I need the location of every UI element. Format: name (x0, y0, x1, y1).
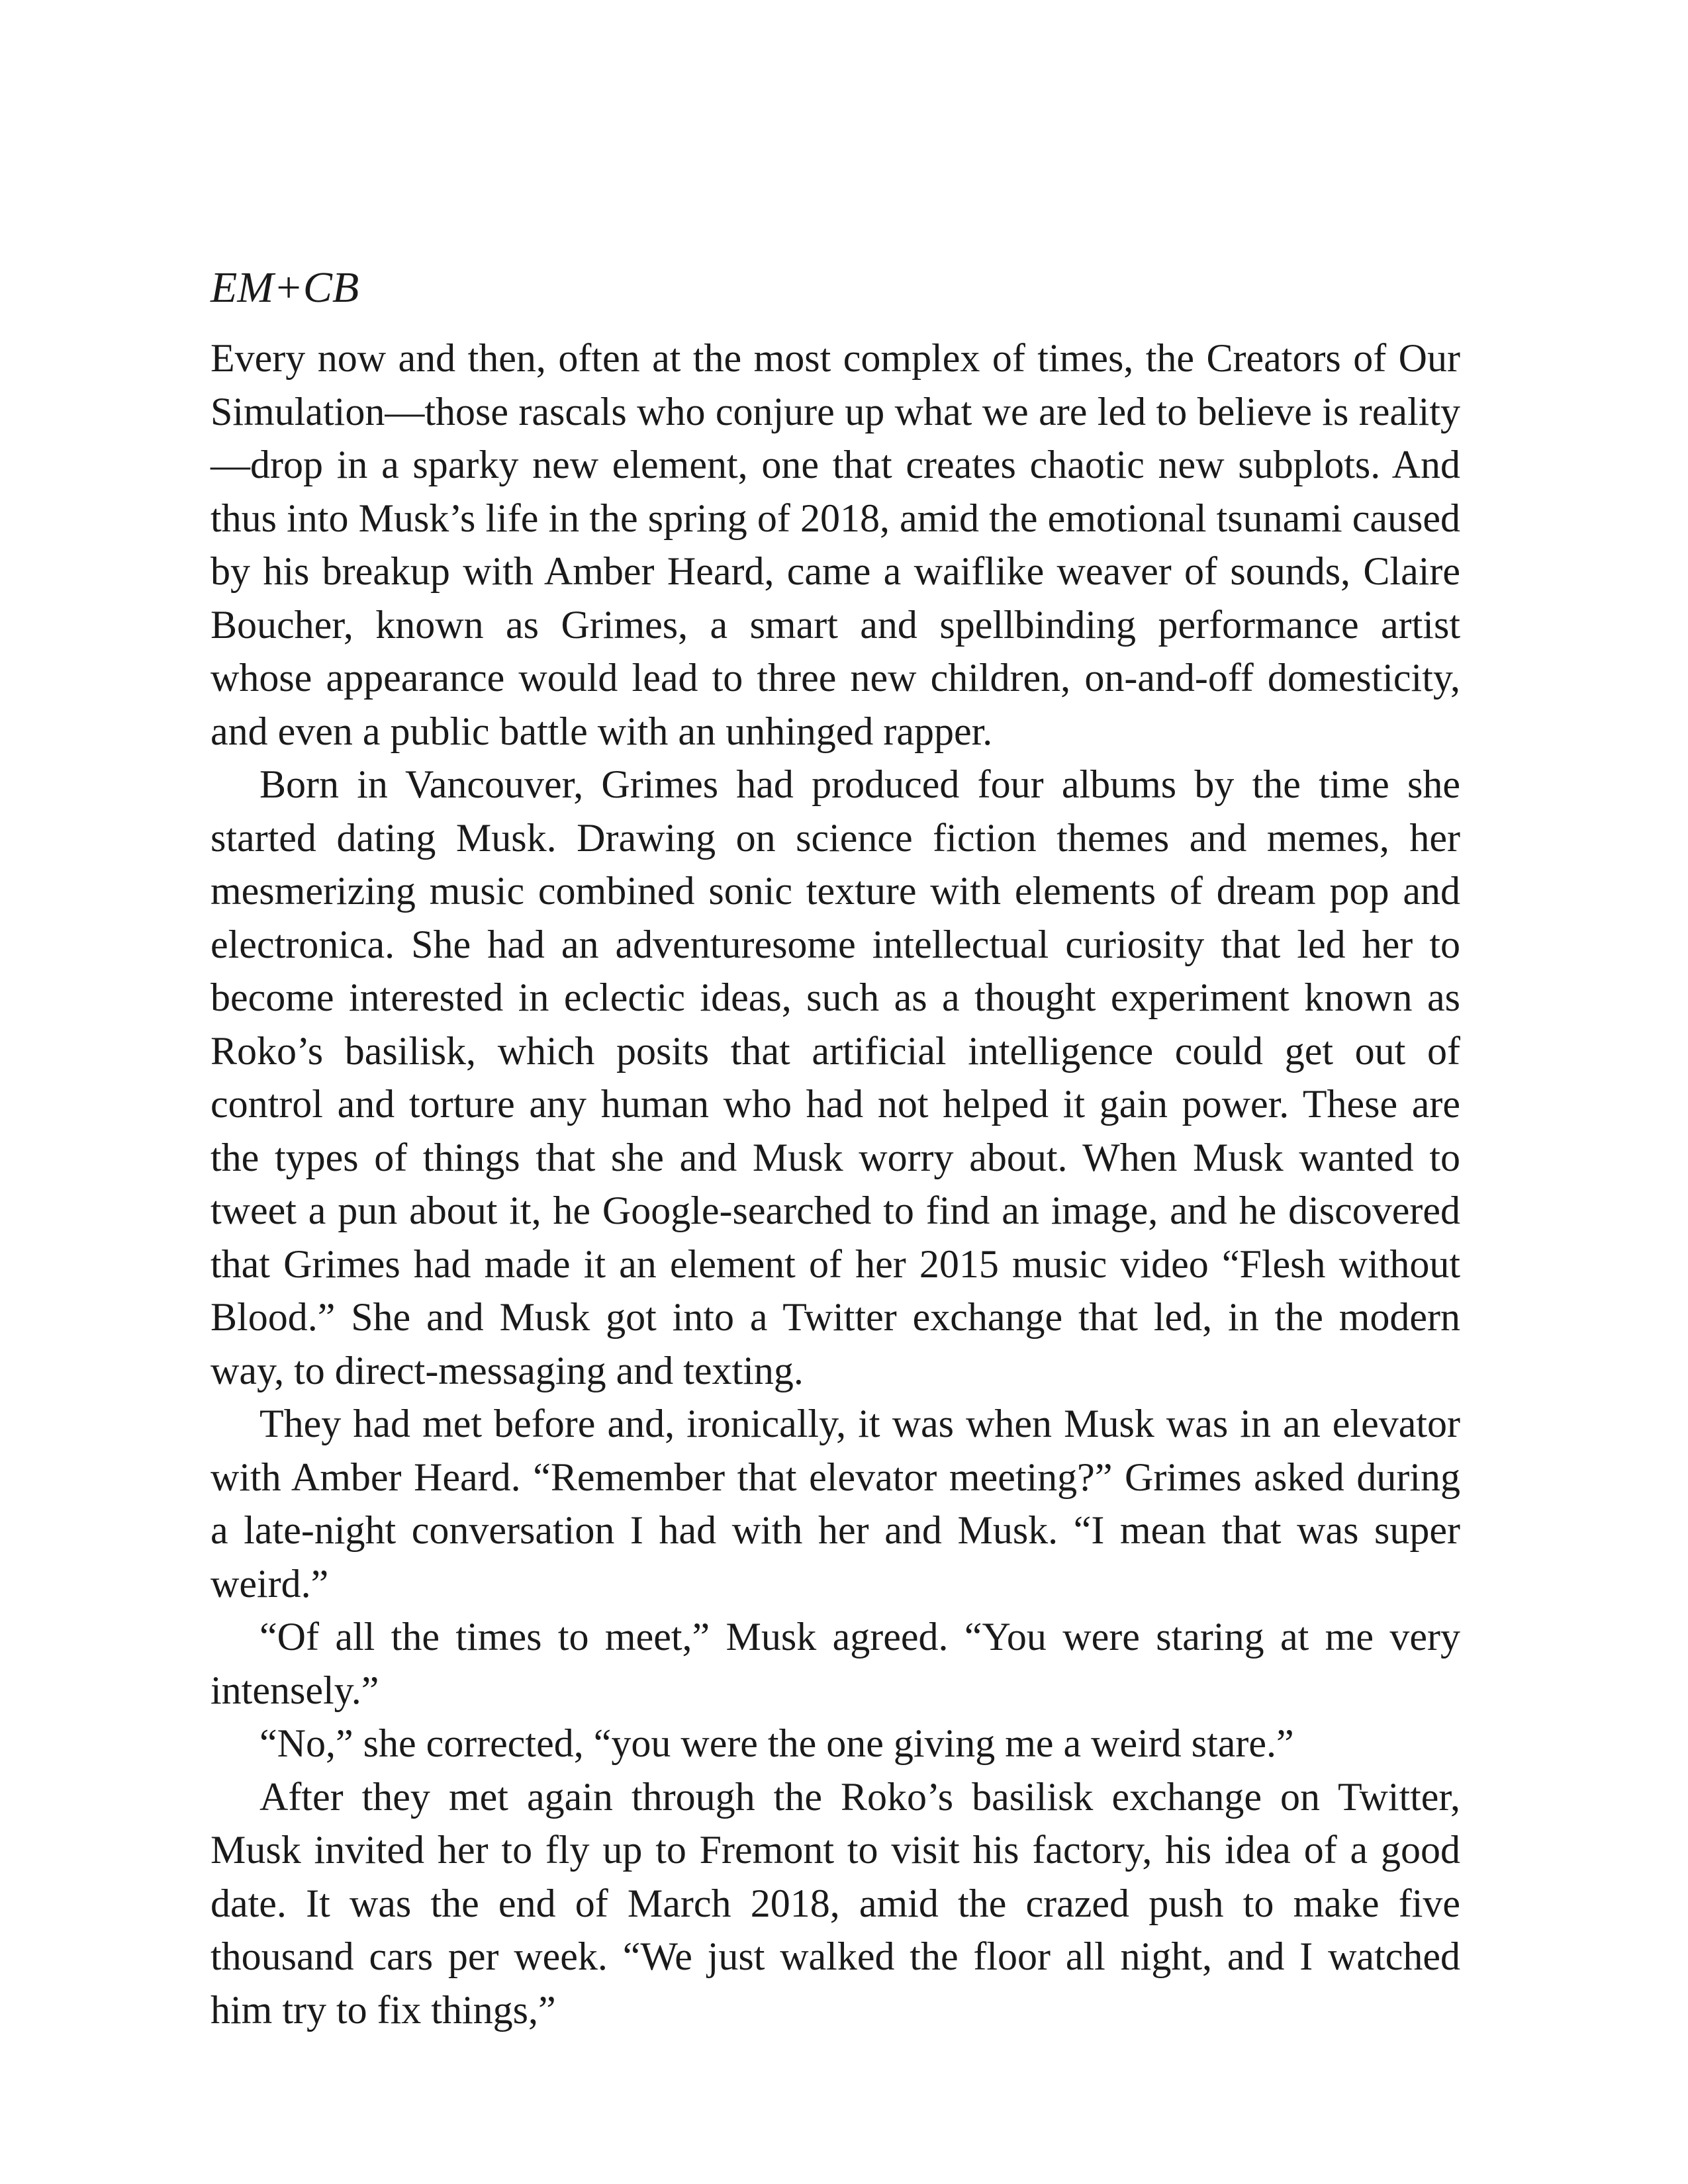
paragraph-4: “Of all the times to meet,” Musk agreed. “You were staring at me very intensely.” (211, 1615, 1460, 1712)
paragraph-6: After they met again through the Roko’s basilisk exchange on Twitter, Musk invited her to fly up to Fremont to visit his factory, his idea of a good date. It was the end of March 2018, amid the crazed push to make five thousand cars per week. “We just walked the floor all night, and I watched him try to fix things,” (211, 1774, 1460, 2032)
paragraph-2: Born in Vancouver, Grimes had produced four albums by the time she started dating Musk. Drawing on science fiction themes and memes, her mesmerizing music combined sonic texture with elements of dream pop and electronica. She had an adventuresome intellectual curiosity that led her to become interested in eclectic ideas, such as a thought experiment known as Roko’s basilisk, which posits that artificial intelligence could get out of control and torture any human who had not helped it gain power. These are the types of things that she and Musk worry about. When Musk wanted to tweet a pun about it, he Google-searched to find an image, and he discovered that Grimes had made it an element of her 2015 music video “Flesh without Blood.” She and Musk got into a Twitter exchange that led, in the modern way, to direct-messaging and texting. (211, 762, 1460, 1392)
paragraph-1: Every now and then, often at the most complex of times, the Creators of Our Simulation—those rascals who conjure up what we are led to believe is reality—drop in a sparky new element, one that creates chaotic new subplots. And thus into Musk’s life in the spring of 2018, amid the emotional tsunami caused by his breakup with Amber Heard, came a waiflike weaver of sounds, Claire Boucher, known as Grimes, a smart and spellbinding performance artist whose appearance would lead to three new children, on-and-off domesticity, and even a public battle with an unhinged rapper. (211, 336, 1460, 753)
paragraph-3: They had met before and, ironically, it was when Musk was in an elevator with Amber Heard. “Remember that elevator meeting?” Grimes asked during a late-night conversation I had with her and Musk. “I mean that was super weird.” (211, 1402, 1460, 1606)
paragraph-5: “No,” she corrected, “you were the one giving me a weird stare.” (259, 1721, 1294, 1765)
section-title: EM+CB (211, 263, 359, 312)
page-body (211, 261, 1460, 2036)
